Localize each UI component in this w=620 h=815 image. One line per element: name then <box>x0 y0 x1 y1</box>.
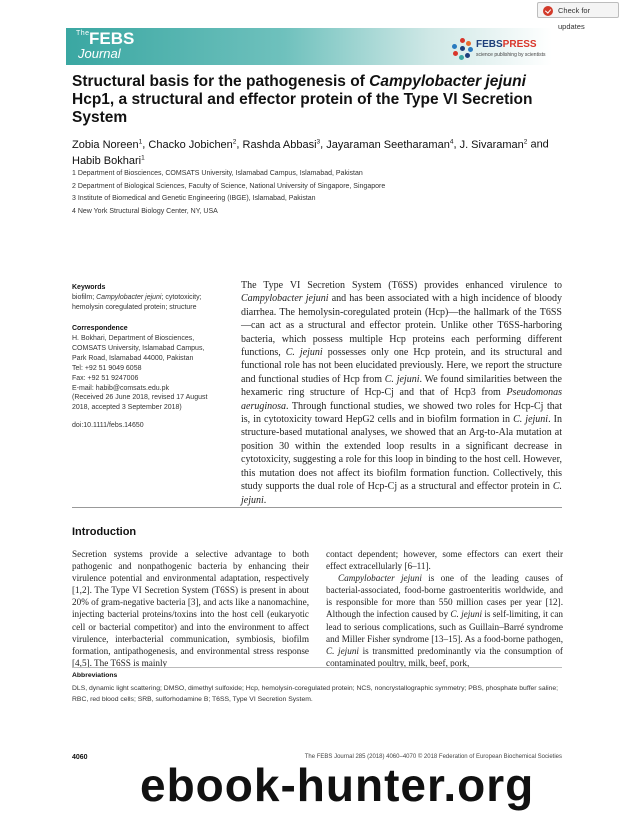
intro-column-right <box>326 548 563 669</box>
check-icon <box>543 6 553 16</box>
affiliation-item: 1 Department of Biosciences, COMSATS University, Islamabad Campus, Islamabad, Pakistan <box>72 170 363 177</box>
introduction-heading: Introduction <box>72 526 137 538</box>
journal-logo-febs: FEBS <box>89 29 135 48</box>
abstract-text: The Type VI Secretion System (T6SS) provides enhanced virulence to <box>241 280 562 291</box>
correspondence-line: Fax: +92 51 9247006 <box>72 375 139 382</box>
affiliation-item: 4 New York Structural Biology Center, NY, USA <box>72 207 218 215</box>
abstract-text: and has been associated with a high incidence of bloody diarrhea. The hemolysin-coregulated protein (Hcp)—the hallmark of the T6SS—can act as a structural and effector protein. Unlike other T6SS-harboring bacteria, which possess multiple Hcp proteins each performing different functions, <box>241 293 562 359</box>
correspondence-heading: Correspondence <box>72 325 128 332</box>
intro-text: is one of the leading causes of bacterial-associated, food-borne gastroenteritis worldwide, and is responsible for more than 550 million cases per year [12]. Although the infection caused by <box>326 573 563 620</box>
publisher-dots-icon <box>452 38 474 60</box>
correspondence-block <box>72 324 222 394</box>
received-dates: (Received 26 June 2018, revised 17 August 2018, accepted 3 September 2018) <box>72 394 208 411</box>
abstract-text: C. jejuni <box>285 347 323 359</box>
correspondence-line: Park Road, Islamabad 44000, Pakistan <box>72 355 194 362</box>
abstract-text: Campylobacter jejuni <box>241 293 329 305</box>
check-for-updates-button[interactable] <box>537 2 619 31</box>
intro-text: C. jejuni <box>450 609 483 620</box>
abstract-text: . We found similarities between the hexameric ring structure of Hcp-Cj and that of Hcp3 from <box>241 373 562 399</box>
keywords-heading: Keywords <box>72 284 106 291</box>
abbreviations-heading: Abbreviations <box>72 672 118 679</box>
watermark: ebook-hunter.org <box>140 759 535 811</box>
abstract-text: C. jejuni <box>241 481 562 506</box>
abstract-text: . In structure-based mutational analyses, we showed that an Arg-to-Ala mutation at position 30 within the extended loop results in a significant decrease in cytotoxicity, suggesting a role for this loop in binding to the host cell. However, this mutation does not affect its biofilm formation function. Collectively, this study supports the dual role of Hcp-Cj as a structural and effector protein in <box>241 414 562 493</box>
email-link[interactable]: E-mail: habib@comsats.edu.pk <box>72 385 169 392</box>
intro-text: Campylobacter jejuni <box>338 573 422 584</box>
author-name: Rashda Abbasi$^3$ <box>242 138 321 151</box>
divider <box>72 667 562 668</box>
correspondence-line: Tel: +92 51 9049 6058 <box>72 365 142 372</box>
author-affiliation-mark: 1 <box>141 154 145 162</box>
abstract <box>241 279 562 507</box>
abstract-text: C. jejuni <box>384 373 420 385</box>
correspondence-line: COMSATS University, Islamabad Campus, <box>72 345 205 352</box>
author-name: Chacko Jobichen$^2$ <box>148 138 237 151</box>
author-affiliation-mark: 1 <box>138 138 143 145</box>
intro-text: is self-limiting, it can lead to serious complications, such as Guillain–Barré syndrome and Miller Fisher syndrome [13–15]. As a food-borne pathogen, <box>326 609 563 644</box>
intro-text: Secretion systems provide a selective advantage to both pathogenic and nonpathogenic bacteria by enhancing their virulence potential and environmental adaptation, respectively [1,2]. The Type VI Secretion System (T6SS) is present in about 20% of gram-negative bacteria [3], and acts like a nanomachine, injecting bacterial proteins/toxins into the host cell (eukaryotic cell or bacterial competitor) and into the environment to affect virulence, interbacterial communication, symbiosis, biofilm formation, antipathogenesis, and environmental stress response [4,5]. The T6SS is mainly <box>72 549 309 668</box>
abstract-text: C. jejuni <box>513 414 549 426</box>
publisher-tagline: science publishing by scientists <box>476 52 546 58</box>
keywords-line: biofilm; Campylobacter jejuni; cytotoxicity; <box>72 294 202 301</box>
author-affiliation-mark: 2 <box>232 138 237 145</box>
author-list: Zobia Noreen$^1$, Chacko Jobichen$^2$, Rashda Abbasi$^3$, Jayaraman Seetharaman$^4$, J. Sivaraman$^2$ and Habib Bokhari$^1$ <box>72 138 549 168</box>
journal-logo-journal: Journal <box>78 46 121 61</box>
intro-paragraph: contact dependent; however, some effectors can exert their effect extracellularly [6–11]. <box>326 549 563 572</box>
intro-text: C. jejuni <box>326 645 359 656</box>
publisher-name: FEBSPRESS <box>476 39 537 50</box>
check-for-updates-label: Check for updates <box>558 6 591 31</box>
journal-logo-the: The <box>76 30 90 37</box>
author-affiliation-mark: 3 <box>316 138 321 145</box>
keywords-block <box>72 283 222 313</box>
divider <box>72 507 562 508</box>
author-affiliation-mark: 4 <box>449 138 454 145</box>
affiliations <box>72 168 562 218</box>
keywords-line: hemolysin coregulated protein; structure <box>72 304 197 311</box>
abstract-text: . <box>263 494 267 506</box>
abstract-text: possesses only one Hcp protein, and its structural and functional role has not been elucidated previously. Here, we report the structure and functional studies of Hcp from <box>241 347 562 385</box>
author-name: Habib Bokhari$^1$ <box>72 154 145 168</box>
intro-paragraph <box>326 572 563 669</box>
abbreviations-text: DLS, dynamic light scattering; DMSO, dimethyl sulfoxide; Hcp, hemolysin-coregulated protein; NCS, noncrystallographic symmetry; PBS, phosphate buffer saline; RBC, red blood cells; SRB, sulforhodamine B; T6SS, Type VI Secretion System. <box>72 685 559 703</box>
author-affiliation-mark: 2 <box>523 138 528 145</box>
author-name: Jayaraman Seetharaman$^4$ <box>326 138 454 151</box>
affiliation-item: 2 Department of Biological Sciences, Faculty of Science, National University of Singapore, Singapore <box>72 182 386 190</box>
page-footer: The FEBS Journal 285 (2018) 4060–4070 © 2018 Federation of European Biochemical Societies <box>304 754 562 760</box>
correspondence-line: H. Bokhari, Department of Biosciences, <box>72 335 195 342</box>
publisher-logo <box>452 36 552 64</box>
intro-text: is transmitted predominantly via the consumption of contaminated poultry, milk, beef, pork, <box>326 645 563 668</box>
author-name: J. Sivaraman$^2$ <box>459 138 528 151</box>
page-number: 4060 <box>72 754 88 761</box>
article-title: Structural basis for the pathogenesis of Campylobacter jejuni Hcp1, a structural and effector protein of the Type VI Secretion System <box>72 73 533 126</box>
intro-column-left <box>72 548 309 669</box>
affiliation-item: 3 Institute of Biomedical and Genetic Engineering (IBGE), Islamabad, Pakistan <box>72 195 316 202</box>
doi-link[interactable]: doi:10.1111/febs.14650 <box>72 422 144 429</box>
abstract-text: . Through functional studies, we showed two roles for Hcp-Cj that is, in cytotoxicity toward HepG2 cells and in biofilm formation in <box>241 400 562 426</box>
abstract-text: Pseudomonas aeruginosa <box>241 387 562 412</box>
author-name: Zobia Noreen$^1$ <box>72 138 143 151</box>
